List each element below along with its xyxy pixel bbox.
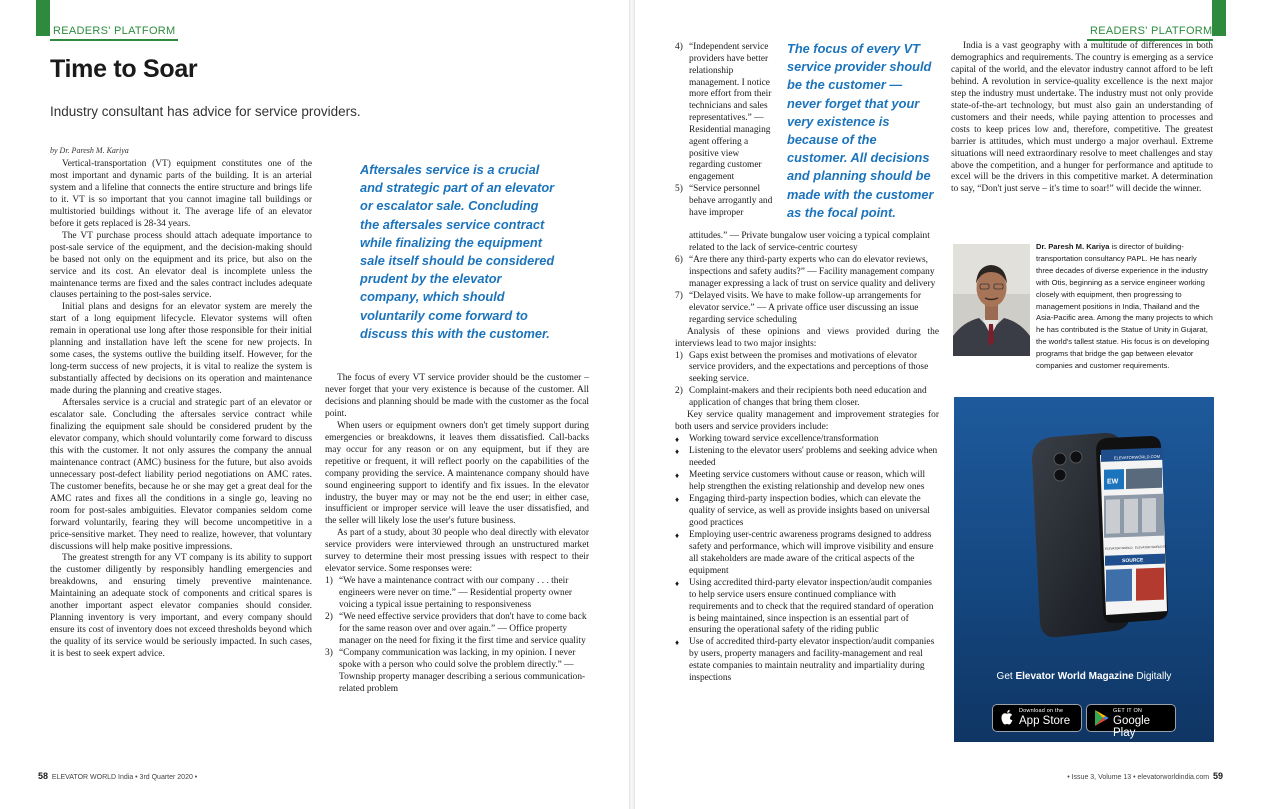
app-store-caption: Download on the	[1019, 708, 1064, 714]
svg-text:EW: EW	[1107, 478, 1119, 486]
ad-headline: Get Elevator World Magazine Digitally	[996, 671, 1172, 682]
section-tab-right	[1212, 0, 1226, 36]
google-play-caption: GET IT ON	[1113, 708, 1143, 714]
list-item: 5) “Service personnel behave arrogantly and have improper	[675, 184, 773, 218]
paragraph: The VT purchase process should attach adequate importance to post-sale service of the equipment, and the decision-making should be based not only on the equipment and its price, but also on the service and its cost. An elevator deal is incomplete unless the maintenance terms are fixed and the sales contract includes adequate clauses pertaining to the post-sales service.	[50, 230, 312, 301]
author-bio	[1036, 241, 1216, 372]
footer-left	[38, 771, 197, 781]
section-label-left: READERS' PLATFORM	[53, 25, 176, 37]
section-rule-left	[50, 39, 178, 41]
paragraph: When users or equipment owners don't get timely support during emergencies or breakdowns, it leaves them dissatisfied. Call-backs may occur for any reason or on any equipment, but if they are repetitive or frequent, it will reflect poorly on the capabilities of the company providing the service. A maintenance company should have sound engineering support to identify and fix issues. In the elevator industry, the buyer may or may not be the end user; in either case, insufficient or improper service will leave the user dissatisfied, and the seller will likely lose the user's future business.	[325, 420, 589, 527]
bullet-item: ♦ Working toward service excellence/transformation	[675, 434, 939, 446]
paragraph: Initial plans and designs for an elevator system are merely the start of a long equipment lifecycle. Elevator systems will often remain in operational use long after those responsible for their initial planning and installation have left the scene for new projects. In some cases, the systems outlive the building itself. However, for the long-term success of new projects, it is vital to realize the system is substantially affected by decisions on its operation and maintenance made during the planning and creative stages.	[50, 302, 312, 397]
list-item: 1) “We have a maintenance contract with our company . . . their engineers were never on time.” — Residential property owner voicing a typical issue pertaining to responsiveness	[325, 576, 572, 611]
footer-left-text: ELEVATOR WORLD India • 3rd Quarter 2020 •	[51, 774, 198, 781]
author-name: Dr. Paresh M. Kariya	[1036, 242, 1110, 251]
bullet-item: ♦ Meeting service customers without cause or reason, which will help strengthen the existing relationship and develop new ones	[675, 470, 939, 494]
paragraph: Key service quality management and improvement strategies for both users and service providers include:	[675, 410, 939, 433]
byline: by Dr. Paresh M. Kariya	[50, 146, 129, 155]
bullet-item: ♦ Using accredited third-party elevator inspection/audit companies to help service users ensure continued compliance with requirements and to check that the required standard of operation is being maintained, since inspection is an essential part of ensuring the operational safety of the riding public	[675, 578, 939, 638]
bullet-item: ♦ Listening to the elevator users' problems and seeking advice when needed	[675, 446, 939, 470]
body-column-2	[325, 373, 589, 696]
paragraph: The greatest strength for any VT company is its ability to support the customer diligently by responsibly handling emergencies and breakdowns, and ensuring timely preventive maintenance. Maintaining an adequate stock of components and critical spares is another important aspect elevator companies should consider. Planning inventory is very important, and every company should ensure its cost of inventory does not exceed thresholds beyond which the quality of its service would be seriously impacted. In such cases, it is best to seek expert advice.	[50, 553, 312, 660]
body-column-3	[675, 231, 939, 685]
list-item: 4) “Independent service providers have better relationship management. I notice more effort from their technicians and sales representatives.” — Residential managing agent offering a positive view regarding customer engagement	[675, 42, 772, 183]
body-column-4	[951, 41, 1213, 196]
app-store-button[interactable]	[992, 704, 1082, 732]
svg-text:ELEVATOR WORLD EU: ELEVATOR WORLD EU	[1135, 544, 1168, 550]
author-portrait-icon	[953, 244, 1030, 356]
app-store-label: App Store	[1019, 715, 1071, 727]
paragraph: Aftersales service is a crucial and strategic part of an elevator or escalator sale. Concluding the aftersales service contract while finalizing the equipment sale should be considered prudent by the elevator company, which should voluntarily come forward to discuss this with the customer. It not only assures the company the annual maintenance contract (AMC) business for the future, but also avoids unnecessary post-defect liability period negotiations on AMC rates. The customer benefits, because he or she may get a great deal for the AMC rates and fixes all the conditions in a single go, leaving no room for post-sales ambiguities. Elevator companies seldom come forward voluntarily, fearing they will become uncompetitive in a price-sensitive market. They need to realize, however, that voluntary discussions will help make positive impressions.	[50, 398, 312, 552]
page-number-left: 58	[38, 771, 49, 781]
page-number-right: 59	[1212, 771, 1223, 781]
paragraph: The focus of every VT service provider should be the customer – never forget that your very existence is because of the customer. All decisions and planning should be made with the customer as the focal point.	[325, 373, 589, 419]
bullet-item: ♦ Use of accredited third-party elevator inspection/audit companies by users, property managers and facility-management and real estate companies to maintain neutrality and impartiality during inspections	[675, 637, 939, 685]
apple-icon	[999, 709, 1015, 727]
footer-right-text: • Issue 3, Volume 13 • elevatorworldindia.com	[1067, 774, 1210, 781]
phone-mockup-icon	[954, 397, 1214, 667]
list-item: 2) Complaint-makers and their recipients both need education and application of changes that bring them closer.	[675, 386, 927, 409]
pull-quote-2: The focus of every VT service provider should be the customer — never forget that your very existence is because of the customer. All decisions and planning should be made with the customer as the focal point.	[787, 41, 934, 220]
list-item: 1) Gaps exist between the promises and motivations of elevator service providers, and the expectations and perceptions of those seeking service.	[675, 350, 929, 385]
response-list	[325, 576, 589, 696]
paragraph: Vertical-transportation (VT) equipment constitutes one of the most important and dynamic parts of the building. It is an arterial system and a lifeline that connects the entire structure and brings life to it. VT is so important that you cannot imagine tall buildings or multistoried buildings without it. The average life of an elevator before it gets replaced is 28-34 years.	[50, 159, 312, 229]
article-dek: Industry consultant has advice for service providers.	[50, 104, 361, 119]
svg-text:ELEVATORWORLD.COM: ELEVATORWORLD.COM	[1114, 453, 1160, 461]
list-item: 3) “Company communication was lacking, in my opinion. I never spoke with a person who could solve the problem directly.” — Township property manager describing a serious communication-related problem	[325, 647, 586, 694]
section-tab-left	[36, 0, 50, 36]
google-play-button[interactable]	[1086, 704, 1176, 739]
pull-quote-1: Aftersales service is a crucial and strategic part of an elevator or escalator sale. Concluding the aftersales service contract while finalizing the equipment sale itself should be considered prudent by the elevator company, which should voluntarily come forward to discuss this with the customer.	[360, 162, 555, 341]
body-column-1	[50, 159, 312, 661]
bio-text: is director of building-transportation consultancy PAPL. He has nearly three decades of diverse experience in the industry with Otis, beginning as a service engineer working closely with equipment, then progressing to management positions in India, Thailand and the Asia-Pacific area. Among the many projects to which he has contributed is the Statue of Unity in Gujarat, the world's tallest statue. His focus is on developing programs that bridge the gap between elevator companies and customer requirements.	[1036, 242, 1213, 371]
bullet-item: ♦ Engaging third-party inspection bodies, which can elevate the quality of service, as well as provide insights based on universal good practices	[675, 494, 939, 530]
bullet-item: ♦ Employing user-centric awareness programs designed to address safety and performance, which will improve visibility and ensure all stakeholders are made aware of the critical aspects of the equipment	[675, 530, 939, 578]
list-item-continued: attitudes.” — Private bungalow user voicing a typical complaint related to the lack of service-centric courtesy	[689, 231, 930, 253]
author-photo	[953, 244, 1030, 356]
footer-right	[1067, 771, 1223, 781]
paragraph: India is a vast geography with a multitude of differences in both demographics and requirements. The country is emerging as a service capital of the world, and the elevator industry cannot afford to be left behind. A revolution in service-quality excellence is the next major step the industry must undertake. The industry must not only provide state-of-the-art technology, but must also gain an understanding of customers and their needs, while paying attention to processes and costs to keep prices low and, therefore, competitive. The greatest barrier is attitudes, which must undergo a major overhaul. Extreme situations will need extraordinary resolve to meet challenges and stay above the competition, and a hunger for performance and aptitude to excel will be the drivers in this competitive market. A determination to say, “Don't just serve – it's time to soar!” will decide the winner.	[951, 41, 1213, 195]
paragraph: Analysis of these opinions and views provided during the interviews lead to two major insights:	[675, 326, 939, 349]
article-title: Time to Soar	[50, 55, 198, 83]
body-column-3-narrow	[675, 42, 777, 220]
paragraph: As part of a study, about 30 people who deal directly with elevator service providers were interviewed through an unstructured market survey to determine their most pressing issues with respect to their elevator service. Some responses were:	[325, 528, 589, 575]
google-play-label: Google Play	[1113, 715, 1151, 739]
magazine-app-ad[interactable]	[954, 397, 1214, 742]
section-label-right: READERS' PLATFORM	[1090, 25, 1213, 37]
page-gutter	[629, 0, 635, 809]
svg-text:SOURCE: SOURCE	[1122, 557, 1144, 565]
list-item: 7) “Delayed visits. We have to make follow-up arrangements for elevator service.” — A private office user discussing an issue regarding service scheduling	[675, 290, 922, 325]
list-item: 2) “We need effective service providers that don't have to come back for the same reason over and over again.” — Office property manager on the need for fixing it the first time and service quality	[325, 612, 587, 646]
svg-text:ELEVATOR WORLD: ELEVATOR WORLD	[1105, 545, 1133, 551]
strategy-list	[675, 434, 939, 685]
list-item: 6) “Are there any third-party experts who can do elevator reviews, inspections and safety audits?” — Facility management company manager expressing a lack of trust on service quality and delivery	[675, 254, 936, 289]
google-play-icon	[1093, 709, 1109, 727]
